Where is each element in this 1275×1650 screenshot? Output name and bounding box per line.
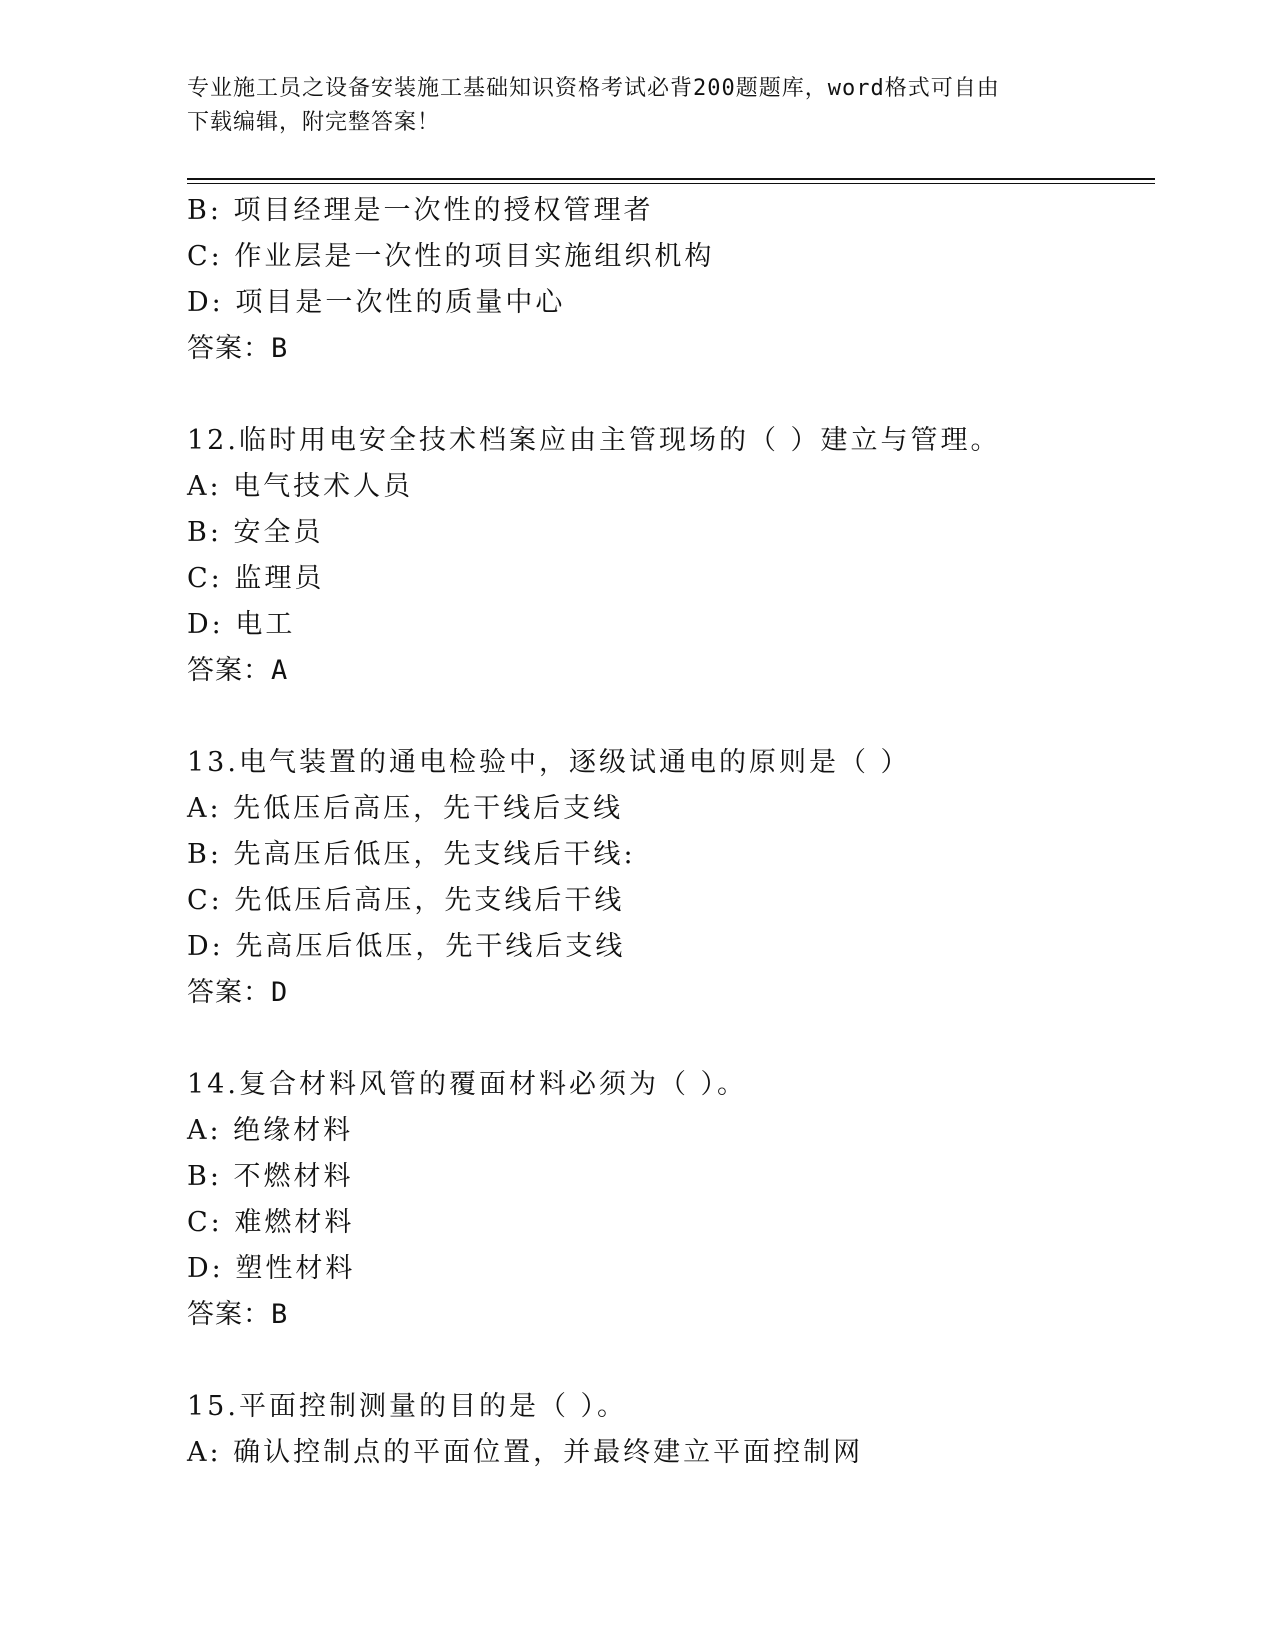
option-b: B: 先高压后低压，先支线后干线: <box>187 839 636 870</box>
question-15 <box>187 1384 1155 1476</box>
document-header <box>187 72 1067 140</box>
option-a: A: 确认控制点的平面位置，并最终建立平面控制网 <box>187 1437 864 1468</box>
option-d: D: 先高压后低压，先干线后支线 <box>187 931 626 962</box>
option-c: C: 先低压后高压，先支线后干线 <box>187 885 625 916</box>
spacer <box>187 694 1155 740</box>
header-divider-thick <box>187 178 1155 180</box>
question-14 <box>187 1062 1155 1338</box>
question-11-continued <box>187 188 1155 372</box>
question-text: 14.复合材料风管的覆面材料必须为（ ）。 <box>187 1069 748 1100</box>
option-d: D: 项目是一次性的质量中心 <box>187 287 566 318</box>
question-text: 15.平面控制测量的目的是（ ）。 <box>187 1391 628 1422</box>
answer-line: 答案：B <box>187 1299 289 1330</box>
answer-line: 答案：B <box>187 333 289 364</box>
option-c: C: 监理员 <box>187 563 325 594</box>
option-c: C: 难燃材料 <box>187 1207 355 1238</box>
spacer <box>187 1338 1155 1384</box>
option-c: C: 作业层是一次性的项目实施组织机构 <box>187 241 715 272</box>
header-line-1: 专业施工员之设备安装施工基础知识资格考试必背200题题库，word格式可自由 <box>187 76 1000 101</box>
option-b: B: 不燃材料 <box>187 1161 354 1192</box>
answer-line: 答案：A <box>187 655 289 686</box>
spacer <box>187 372 1155 418</box>
header-line-2: 下载编辑，附完整答案！ <box>187 110 441 135</box>
option-b: B: 安全员 <box>187 517 324 548</box>
question-13 <box>187 740 1155 1016</box>
option-d: D: 塑性材料 <box>187 1253 356 1284</box>
question-text: 12.临时用电安全技术档案应由主管现场的（ ）建立与管理。 <box>187 425 1001 456</box>
option-a: A: 电气技术人员 <box>187 471 414 502</box>
option-a: A: 先低压后高压，先干线后支线 <box>187 793 624 824</box>
option-d: D: 电工 <box>187 609 296 640</box>
option-b: B: 项目经理是一次性的授权管理者 <box>187 195 654 226</box>
answer-line: 答案：D <box>187 977 289 1008</box>
header-divider-thin <box>187 183 1155 184</box>
question-12 <box>187 418 1155 694</box>
option-a: A: 绝缘材料 <box>187 1115 354 1146</box>
spacer <box>187 1016 1155 1062</box>
question-text: 13.电气装置的通电检验中，逐级试通电的原则是（ ） <box>187 747 911 778</box>
question-list <box>187 188 1155 1476</box>
